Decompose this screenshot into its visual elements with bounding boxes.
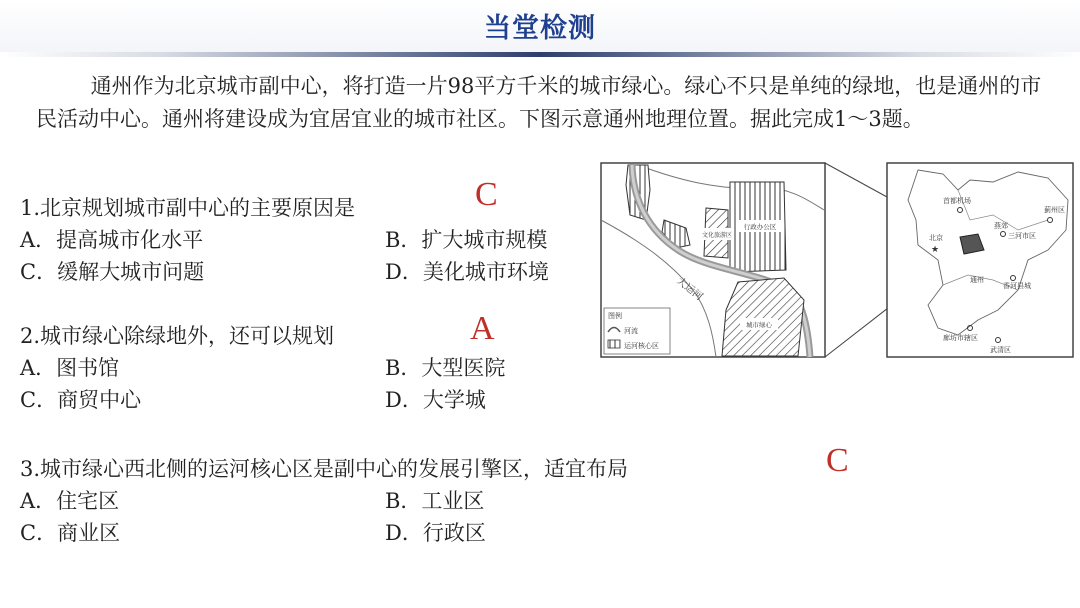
canal-label: 大运河 [674,275,705,303]
green-heart-zone [722,278,804,356]
place-label: 燕郊 [994,222,1008,230]
options-grid [20,485,840,549]
legend-river-label: 河流 [624,327,638,335]
question-stem: 2.城市绿心除绿地外，还可以规划 [20,324,335,348]
answer-3: C [826,442,849,479]
answer-2: A [470,310,495,347]
culture-zone-label: 文化旅游区 [701,232,733,239]
admin-zone-label: 行政办公区 [743,223,777,231]
question-1 [20,192,620,288]
legend-title: 图例 [608,312,622,320]
intro-paragraph: 通州作为北京城市副中心，将打造一片98平方千米的城市绿心。绿心不只是单纯的绿地，也是通州的市民活动中心。通州将建设成为宜居宜业的城市社区。下图示意通州地理位置。据此完成1～3题。 [36,74,1042,131]
option-a: A．提高城市化水平 [20,228,204,252]
question-stem: 1.北京规划城市副中心的主要原因是 [20,196,356,220]
location-map-figure [598,160,1076,360]
detail-map [601,163,825,357]
option-c: C．商贸中心 [20,388,142,412]
option-d: D．大学城 [385,388,486,412]
option-b: B．大型医院 [385,356,506,380]
question-stem: 3.城市绿心西北侧的运河核心区是副中心的发展引擎区，适宜布局 [20,457,629,481]
place-label: 香河县城 [1003,282,1031,290]
option-a: A．图书馆 [20,356,120,380]
place-label: 通州 [970,276,984,284]
legend-core-label: 运河核心区 [624,342,659,350]
option-d: D．美化城市环境 [385,260,549,284]
capital-star-icon: ★ [931,245,940,255]
place-label: 北京 [929,234,943,242]
question-3 [20,453,840,549]
option-c: C．缓解大城市问题 [20,260,205,284]
answer-1: C [475,176,498,213]
place-label: 武清区 [990,346,1011,354]
question-2 [20,320,620,416]
option-a: A．住宅区 [20,489,120,513]
green-heart-label: 城市绿心 [746,321,772,329]
options-grid [20,224,620,288]
option-d: D．行政区 [385,521,486,545]
option-c: C．商业区 [20,521,121,545]
legend-core-icon [608,340,620,348]
place-label: 蓟州区 [1044,206,1065,214]
options-grid [20,352,620,416]
place-label: 三河市区 [1008,232,1036,240]
overview-map [887,163,1073,357]
option-b: B．工业区 [385,489,485,513]
page-title: 当堂检测 [484,13,596,44]
option-b: B．扩大城市规模 [385,228,548,252]
title-divider [0,52,1080,57]
place-label: 廊坊市辖区 [943,334,978,342]
place-label: 首都机场 [943,197,971,205]
